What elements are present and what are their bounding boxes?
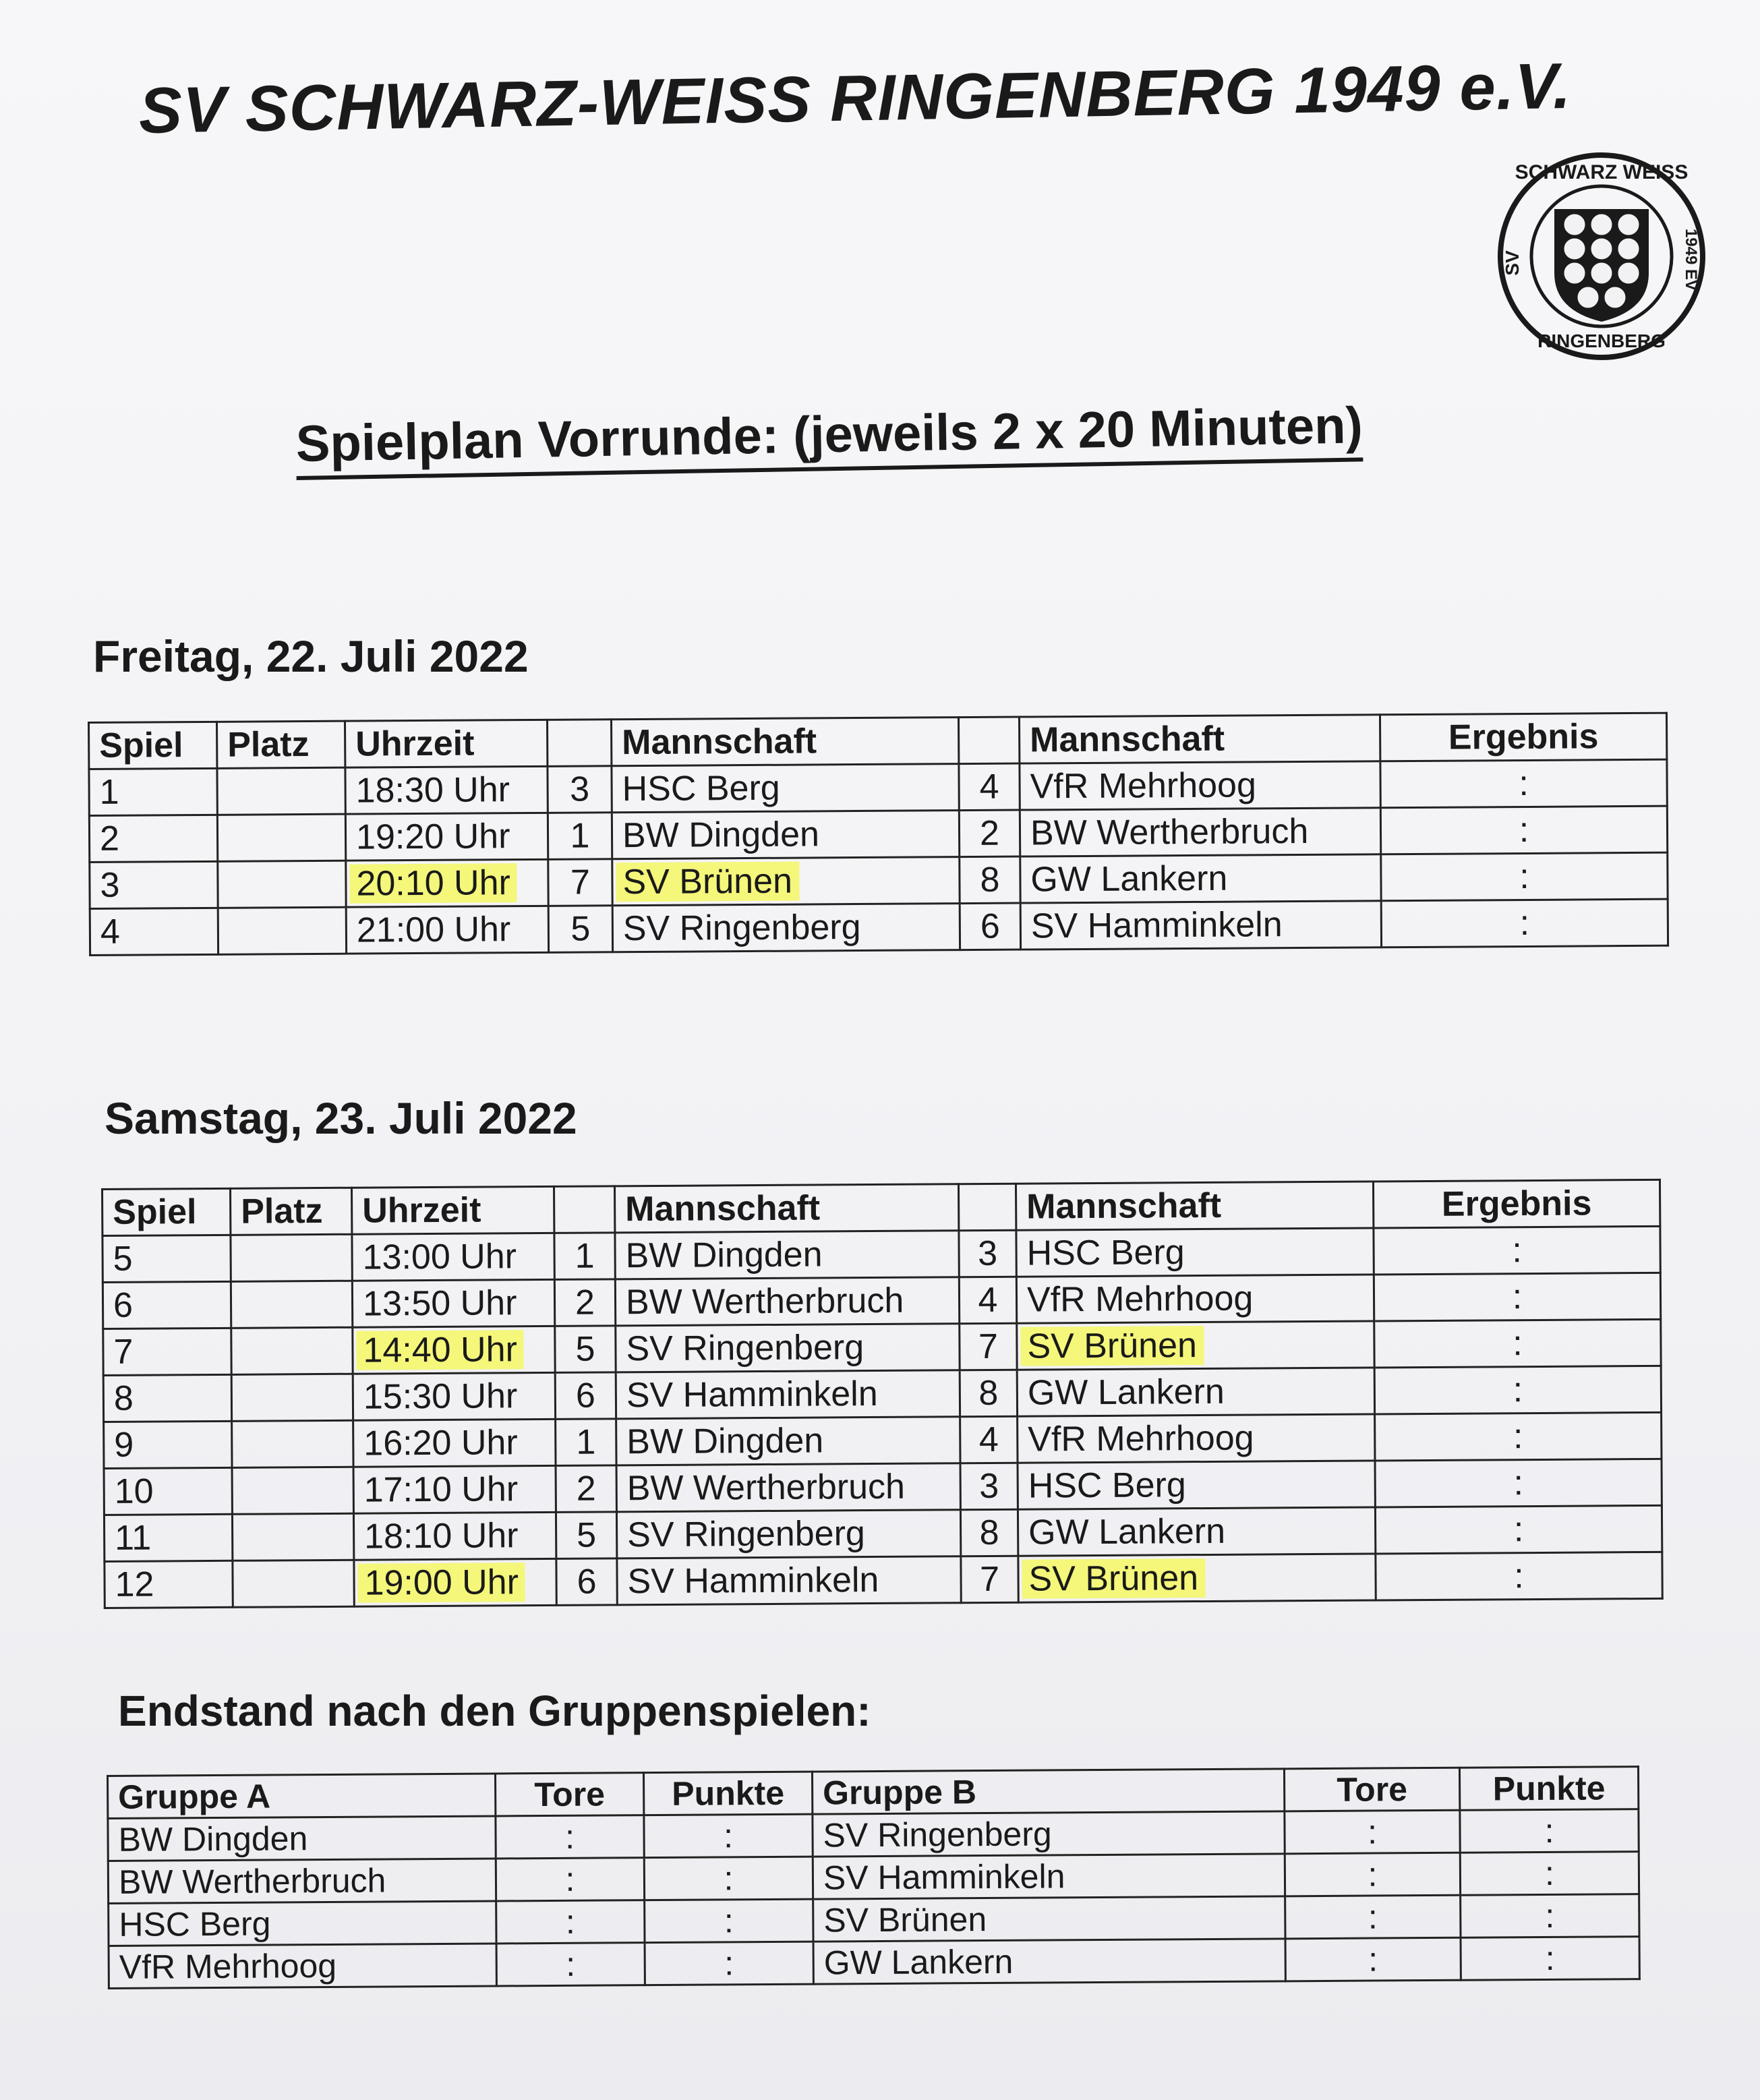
plan-title: Spielplan Vorrunde: (jeweils 2 x 20 Minuten) [295, 396, 1363, 480]
team2-number-cell: 7 [960, 1323, 1017, 1370]
spiel-cell: 2 [89, 815, 217, 862]
col-uhrzeit: Uhrzeit [352, 1186, 554, 1234]
team1-cell: SV Ringenberg [616, 1510, 960, 1558]
platz-cell[interactable] [233, 1560, 354, 1607]
friday-heading: Freitag, 22. Juli 2022 [93, 631, 529, 681]
team1-number-cell: 3 [548, 766, 612, 813]
team2-cell [1017, 1321, 1374, 1370]
team2-cell [1018, 1554, 1376, 1602]
friday-schedule-table [88, 712, 1669, 956]
col-nr1 [554, 1186, 614, 1233]
highlighted-text: SV Brünen [1022, 1558, 1205, 1599]
group-b-punkte-cell[interactable]: : [1461, 1894, 1639, 1938]
team2-number-cell: 3 [960, 1463, 1018, 1510]
ergebnis-cell[interactable]: : [1380, 759, 1667, 808]
group-b-tore-cell[interactable]: : [1285, 1937, 1461, 1981]
team1-number-cell: 1 [548, 813, 612, 860]
team2-cell: VfR Mehrhoog [1016, 1275, 1374, 1323]
uhrzeit-cell [353, 1326, 555, 1374]
col-uhrzeit: Uhrzeit [345, 720, 548, 767]
team1-cell: BW Wertherbruch [616, 1463, 960, 1512]
platz-cell[interactable] [218, 861, 346, 908]
group-a-tore-cell[interactable]: : [496, 1943, 645, 1986]
group-a-team-cell: BW Dingden [108, 1816, 496, 1861]
team1-number-cell: 2 [554, 1279, 615, 1326]
group-b-tore-cell[interactable]: : [1285, 1853, 1460, 1896]
spiel-cell: 7 [103, 1328, 231, 1375]
spiel-cell: 9 [104, 1421, 232, 1468]
col-nr2 [958, 1184, 1016, 1231]
ergebnis-cell[interactable]: : [1381, 852, 1668, 901]
team1-cell: SV Hamminkeln [616, 1370, 960, 1419]
group-b-team-cell: GW Lankern [813, 1939, 1285, 1984]
team1-cell: SV Ringenberg [616, 1324, 960, 1372]
platz-cell[interactable] [231, 1327, 353, 1374]
team2-number-cell: 7 [961, 1556, 1018, 1603]
uhrzeit-cell: 15:30 Uhr [353, 1372, 555, 1420]
spiel-cell: 12 [105, 1561, 233, 1608]
spiel-cell: 8 [103, 1374, 231, 1422]
standings-table [107, 1766, 1641, 1989]
ergebnis-cell[interactable]: : [1374, 1226, 1660, 1275]
team1-number-cell: 1 [554, 1233, 615, 1280]
team2-number-cell: 8 [960, 1370, 1017, 1417]
uhrzeit-cell: 21:00 Uhr [346, 906, 548, 954]
team2-cell: SV Hamminkeln [1020, 901, 1381, 950]
team2-cell: GW Lankern [1020, 854, 1381, 903]
team1-number-cell: 5 [556, 1512, 616, 1559]
uhrzeit-cell: 16:20 Uhr [353, 1419, 556, 1467]
logo-text-right: 1949 EV [1682, 228, 1700, 291]
saturday-heading: Samstag, 23. Juli 2022 [105, 1093, 577, 1143]
uhrzeit-cell: 18:30 Uhr [345, 766, 548, 814]
team1-number-cell: 7 [548, 859, 612, 906]
group-b-tore-cell[interactable]: : [1285, 1810, 1460, 1854]
team2-number-cell: 8 [960, 856, 1020, 904]
logo-text-left: SV [1502, 250, 1523, 276]
group-a-tore-cell[interactable]: : [496, 1815, 644, 1859]
uhrzeit-cell: 17:10 Uhr [353, 1465, 556, 1513]
group-a-team-cell: BW Wertherbruch [108, 1859, 496, 1904]
ergebnis-cell[interactable]: : [1381, 899, 1668, 947]
table-row [105, 1552, 1662, 1608]
team1-cell: SV Hamminkeln [617, 1556, 961, 1605]
ergebnis-cell[interactable]: : [1374, 1366, 1661, 1414]
spiel-cell: 3 [90, 861, 218, 908]
highlighted-text: 14:40 Uhr [356, 1330, 524, 1370]
highlighted-text: SV Brünen [1020, 1326, 1204, 1366]
spiel-cell: 11 [104, 1514, 232, 1561]
spiel-cell: 6 [102, 1281, 231, 1329]
team1-cell: HSC Berg [612, 764, 959, 813]
uhrzeit-cell [346, 859, 548, 907]
group-a-tore-cell[interactable]: : [496, 1858, 644, 1901]
group-a-tore-label: Tore [495, 1773, 643, 1816]
team2-number-cell: 4 [959, 1277, 1016, 1324]
uhrzeit-cell: 13:50 Uhr [352, 1279, 554, 1327]
platz-cell[interactable] [232, 1420, 353, 1467]
uhrzeit-cell: 13:00 Uhr [352, 1233, 554, 1281]
team1-cell: BW Dingden [612, 811, 959, 859]
team2-cell: HSC Berg [1018, 1461, 1375, 1509]
spiel-cell: 10 [104, 1467, 232, 1515]
group-b-punkte-label: Punkte [1459, 1767, 1638, 1811]
col-nr2 [958, 717, 1019, 764]
group-a-team-cell: HSC Berg [109, 1901, 496, 1946]
platz-cell[interactable] [231, 1234, 352, 1281]
team2-number-cell: 6 [960, 903, 1020, 950]
team1-cell: BW Dingden [615, 1231, 959, 1279]
group-a-punkte-cell[interactable]: : [644, 1857, 813, 1900]
team1-cell: BW Wertherbruch [615, 1277, 959, 1326]
platz-cell[interactable] [231, 1281, 352, 1328]
col-spiel: Spiel [102, 1188, 231, 1235]
team2-cell: GW Lankern [1017, 1368, 1374, 1416]
team2-number-cell: 2 [959, 810, 1020, 857]
ergebnis-cell[interactable]: : [1380, 806, 1667, 854]
standings-heading: Endstand nach den Gruppenspielen: [118, 1687, 871, 1735]
ergebnis-cell[interactable]: : [1374, 1273, 1660, 1321]
col-platz: Platz [217, 721, 345, 768]
team2-cell: VfR Mehrhoog [1018, 1414, 1375, 1463]
col-spiel: Spiel [89, 722, 217, 769]
highlighted-text: 19:00 Uhr [357, 1563, 525, 1603]
ergebnis-cell[interactable]: : [1375, 1505, 1662, 1554]
team1-number-cell: 6 [556, 1558, 617, 1606]
team2-number-cell: 3 [959, 1230, 1016, 1277]
col-mannschaft1: Mannschaft [614, 1184, 958, 1233]
group-b-punkte-cell[interactable]: : [1461, 1937, 1639, 1981]
spiel-cell: 1 [89, 768, 217, 815]
group-b-tore-label: Tore [1284, 1768, 1459, 1811]
spiel-cell: 4 [90, 908, 218, 955]
team1-number-cell: 5 [555, 1326, 616, 1373]
group-a-punkte-cell[interactable]: : [645, 1899, 813, 1943]
highlighted-text: SV Brünen [616, 862, 799, 902]
platz-cell[interactable] [218, 907, 346, 954]
group-a-punkte-label: Punkte [643, 1772, 812, 1815]
group-b-tore-cell[interactable]: : [1285, 1895, 1461, 1939]
uhrzeit-cell [354, 1558, 556, 1606]
col-ergebnis: Ergebnis [1380, 713, 1666, 761]
platz-cell[interactable] [232, 1467, 353, 1514]
col-ergebnis: Ergebnis [1373, 1179, 1660, 1228]
group-b-punkte-cell[interactable]: : [1460, 1809, 1639, 1853]
team2-number-cell: 8 [960, 1509, 1018, 1556]
spiel-cell: 5 [102, 1235, 231, 1282]
logo-text-top: SCHWARZ WEISS [1515, 161, 1689, 183]
col-mannschaft2: Mannschaft [1016, 1182, 1373, 1230]
uhrzeit-cell: 18:10 Uhr [353, 1512, 556, 1560]
saturday-schedule-table [101, 1179, 1664, 1609]
team2-number-cell: 4 [960, 1416, 1018, 1463]
group-a-label: Gruppe A [108, 1774, 496, 1819]
team1-cell: BW Dingden [616, 1417, 960, 1465]
group-b-punkte-cell[interactable]: : [1460, 1852, 1639, 1896]
team2-cell: HSC Berg [1016, 1228, 1374, 1277]
platz-cell[interactable] [231, 1374, 353, 1421]
team1-number-cell: 1 [556, 1419, 616, 1466]
col-mannschaft2: Mannschaft [1019, 715, 1380, 763]
group-a-tore-cell[interactable]: : [496, 1900, 645, 1944]
platz-cell[interactable] [232, 1513, 353, 1561]
platz-cell[interactable] [217, 767, 345, 815]
group-b-team-cell: SV Ringenberg [813, 1811, 1285, 1857]
table-row [90, 899, 1668, 955]
group-b-label: Gruppe B [812, 1769, 1284, 1814]
ergebnis-cell[interactable]: : [1376, 1552, 1662, 1600]
team1-number-cell: 6 [555, 1372, 616, 1420]
group-a-team-cell: VfR Mehrhoog [109, 1944, 496, 1989]
uhrzeit-cell: 19:20 Uhr [345, 813, 548, 861]
group-b-team-cell: SV Hamminkeln [813, 1854, 1285, 1899]
col-nr1 [547, 720, 611, 767]
col-mannschaft1: Mannschaft [611, 718, 958, 766]
team2-number-cell: 4 [959, 763, 1020, 811]
team2-cell: BW Wertherbruch [1020, 808, 1380, 856]
team1-cell [612, 857, 960, 906]
standings-row [109, 1937, 1639, 1989]
club-name: SV SCHWARZ-WEISS RINGENBERG 1949 e.V. [138, 49, 1573, 147]
ergebnis-cell[interactable]: : [1375, 1412, 1662, 1461]
group-a-punkte-cell[interactable]: : [644, 1814, 813, 1858]
ergebnis-cell[interactable]: : [1374, 1319, 1661, 1368]
group-b-team-cell: SV Brünen [813, 1896, 1285, 1942]
team1-cell: SV Ringenberg [612, 904, 960, 952]
team2-cell: VfR Mehrhoog [1020, 761, 1380, 810]
team2-cell: GW Lankern [1018, 1507, 1375, 1556]
team1-number-cell: 2 [556, 1465, 616, 1513]
ergebnis-cell[interactable]: : [1375, 1459, 1662, 1507]
col-platz: Platz [231, 1188, 352, 1235]
team1-number-cell: 5 [548, 906, 612, 953]
logo-text-bottom: RINGENBERG [1537, 330, 1666, 351]
club-logo-icon [1490, 145, 1713, 368]
group-a-punkte-cell[interactable]: : [645, 1942, 813, 1985]
highlighted-text: 20:10 Uhr [349, 863, 517, 904]
platz-cell[interactable] [217, 814, 345, 861]
